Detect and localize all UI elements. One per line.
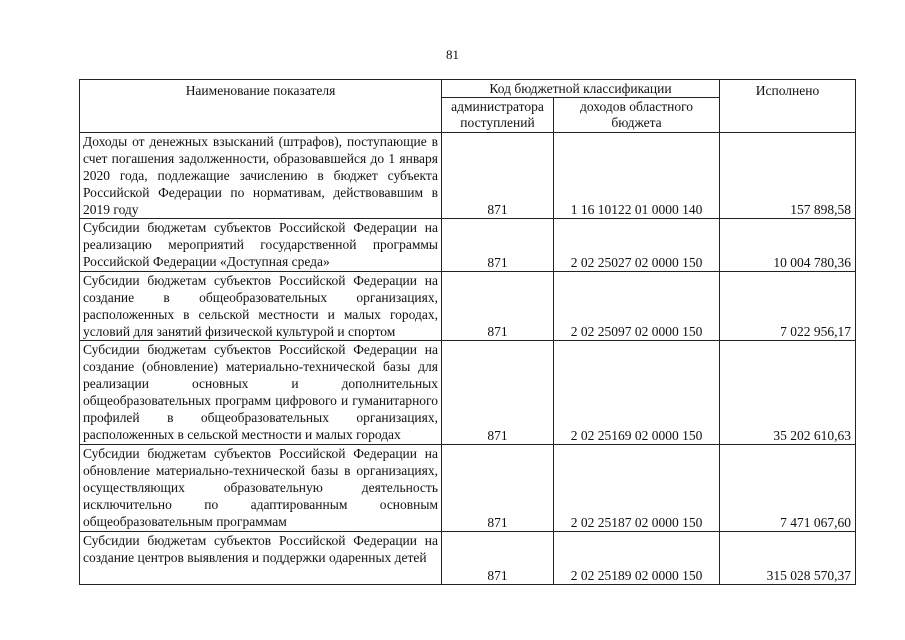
row-name: Доходы от денежных взысканий (штрафов), поступающие в счет погашения задолженности, образовавшейся до 1 января 2020 года, подлежащие зачислению в бюджет субъекта Российской Федерации по нормативам, действовавшим в 2019 году <box>80 133 442 219</box>
row-amount: 10 004 780,36 <box>720 219 856 272</box>
row-income-code: 2 02 25189 02 0000 150 <box>554 532 720 585</box>
table-row <box>80 341 856 445</box>
row-amount: 7 022 956,17 <box>720 272 856 341</box>
table-row <box>80 445 856 532</box>
row-amount: 315 028 570,37 <box>720 532 856 585</box>
table-row <box>80 133 856 219</box>
row-income-code: 1 16 10122 01 0000 140 <box>554 133 720 219</box>
row-admin-code: 871 <box>442 272 554 341</box>
row-name: Субсидии бюджетам субъектов Российской Федерации на создание центров выявления и поддержки одаренных детей <box>80 532 442 585</box>
row-admin-code: 871 <box>442 341 554 445</box>
row-admin-code: 871 <box>442 219 554 272</box>
row-income-code: 2 02 25097 02 0000 150 <box>554 272 720 341</box>
row-amount: 7 471 067,60 <box>720 445 856 532</box>
row-income-code: 2 02 25187 02 0000 150 <box>554 445 720 532</box>
table-row <box>80 219 856 272</box>
row-admin-code: 871 <box>442 532 554 585</box>
row-name: Субсидии бюджетам субъектов Российской Федерации на реализацию мероприятий государственной программы Российской Федерации «Доступная среда» <box>80 219 442 272</box>
row-amount: 35 202 610,63 <box>720 341 856 445</box>
revenue-table <box>79 79 856 585</box>
row-income-code: 2 02 25027 02 0000 150 <box>554 219 720 272</box>
header-income-code: доходов областного бюджета <box>554 98 720 133</box>
row-admin-code: 871 <box>442 133 554 219</box>
table-row <box>80 272 856 341</box>
header-indicator-name: Наименование показателя <box>80 80 442 133</box>
header-budget-code: Код бюджетной классификации <box>442 80 720 98</box>
header-executed: Исполнено <box>720 80 856 133</box>
row-name: Субсидии бюджетам субъектов Российской Федерации на создание (обновление) материально-технической базы для реализации основных и дополнительных общеобразовательных программ цифрового и гуманитарного профилей в общеобразовательных организациях, расположенных в сельской местности и малых городах <box>80 341 442 445</box>
header-admin-code: администратора поступлений <box>442 98 554 133</box>
page-number: 81 <box>446 47 459 62</box>
row-admin-code: 871 <box>442 445 554 532</box>
row-amount: 157 898,58 <box>720 133 856 219</box>
row-income-code: 2 02 25169 02 0000 150 <box>554 341 720 445</box>
row-name: Субсидии бюджетам субъектов Российской Федерации на создание в общеобразовательных организациях, расположенных в сельской местности и малых городах, условий для занятий физической культурой и спортом <box>80 272 442 341</box>
table-row <box>80 532 856 585</box>
row-name: Субсидии бюджетам субъектов Российской Федерации на обновление материально-технической базы в организациях, осуществляющих образовательную деятельность исключительно по адаптированным основным общеобразовательным программам <box>80 445 442 532</box>
